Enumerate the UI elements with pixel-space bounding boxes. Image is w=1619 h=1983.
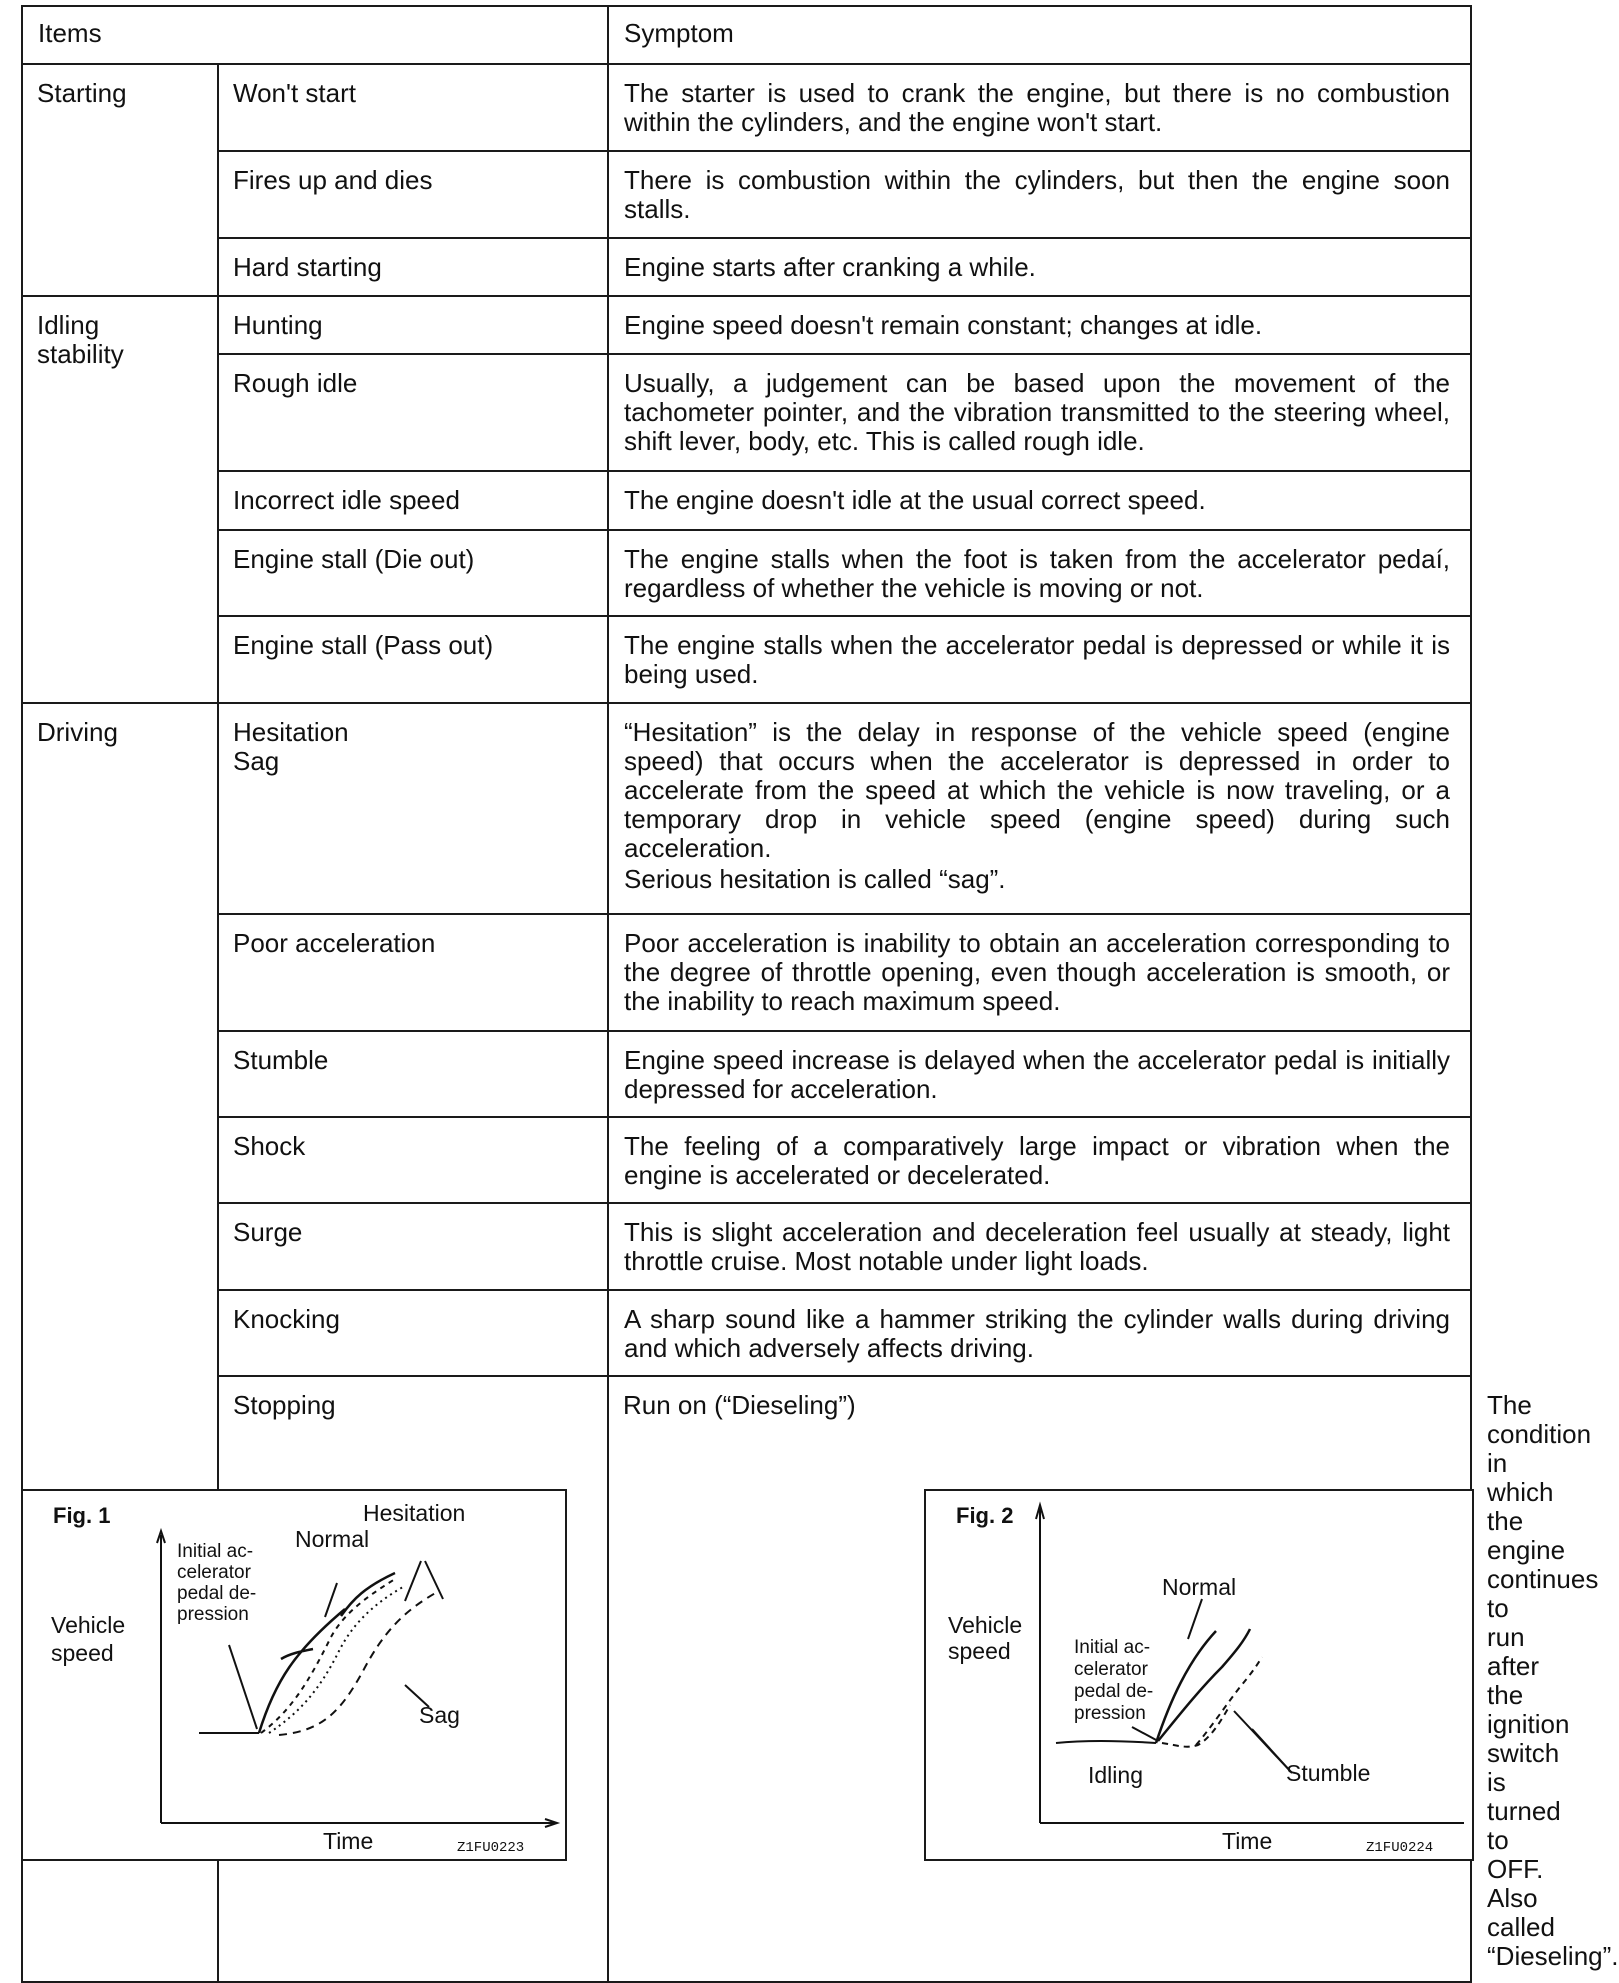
symptom-cell: Engine speed doesn't remain constant; changes at idle.: [608, 296, 1471, 354]
fig1-sag-label: Sag: [419, 1702, 460, 1728]
fig1-initial-4: pression: [177, 1604, 249, 1625]
table-row: [22, 151, 1471, 238]
symptom-cell: The engine stalls when the foot is taken from the accelerator pedaí, regardless of whether the vehicle is moving or not.: [608, 530, 1471, 616]
table-row: [22, 616, 1471, 703]
table-row: [22, 1203, 1471, 1290]
item-cell: Stumble: [218, 1031, 608, 1117]
fig2-initial-1: Initial ac-: [1074, 1637, 1151, 1658]
item-sag: Sag: [233, 746, 280, 776]
symptom-cell: [608, 703, 1471, 914]
figure-1: [21, 1489, 567, 1861]
fig1-ylabel-1: Vehicle: [51, 1612, 126, 1638]
fig2-normal-label: Normal: [1162, 1574, 1237, 1600]
fig2-initial-4: pression: [1074, 1703, 1146, 1724]
group-idling-stability: Idling stability: [22, 296, 218, 703]
item-cell: Hard starting: [218, 238, 608, 296]
fig2-xlabel: Time: [1222, 1828, 1273, 1854]
table-row: [22, 64, 1471, 151]
fig1-xlabel: Time: [323, 1828, 374, 1854]
fig1-title: Fig. 1: [53, 1503, 111, 1528]
normal-leader: [325, 1583, 337, 1617]
item-hesitation: Hesitation: [233, 717, 349, 747]
symptom-cell: This is slight acceleration and deceleration feel usually at steady, light throttle cruise. Most notable under light loads.: [608, 1203, 1471, 1290]
table-row: [22, 296, 1471, 354]
table-row: [22, 914, 1471, 1031]
table-row: [22, 1031, 1471, 1117]
fig2-initial-2: celerator: [1074, 1659, 1148, 1680]
table-row: [22, 1290, 1471, 1376]
symptom-cell: The starter is used to crank the engine, but there is no combustion within the cylinders, and the engine won't start.: [608, 64, 1471, 151]
fig2-title: Fig. 2: [956, 1503, 1014, 1528]
fig1-ylabel-2: speed: [51, 1640, 114, 1666]
figure-1-drawing: [23, 1491, 565, 1859]
header-symptom: Symptom: [608, 6, 1471, 64]
hesitation-leader-b: [425, 1561, 443, 1599]
fig2-idling-label: Idling: [1088, 1762, 1143, 1788]
fig2-stumble-label: Stumble: [1286, 1760, 1371, 1786]
fig2-initial-3: pedal de-: [1074, 1681, 1154, 1702]
fig1-initial-3: pedal de-: [177, 1583, 257, 1604]
symptom-text: “Hesitation” is the delay in response of the vehicle speed (engine speed) that occurs when the accelerator is depressed in order to accelerate from the speed at which the vehicle is now traveling, or a temporary drop in vehicle speed (engine speed) during such acceleration.: [624, 717, 1451, 863]
fig1-initial-1: Initial ac-: [177, 1541, 254, 1562]
item-cell: Won't start: [218, 64, 608, 151]
item-cell: Rough idle: [218, 354, 608, 471]
table-row: [22, 238, 1471, 296]
idle-line: [1056, 1741, 1156, 1743]
item-cell: Engine stall (Die out): [218, 530, 608, 616]
item-cell: Hunting: [218, 296, 608, 354]
symptom-cell: Poor acceleration is inability to obtain an acceleration corresponding to the degree of throttle opening, even though acceleration is smooth, or the inability to reach maximum speed.: [608, 914, 1471, 1031]
table-row: [22, 354, 1471, 471]
item-cell: Poor acceleration: [218, 914, 608, 1031]
group-starting: Starting: [22, 64, 218, 296]
table-row: Stopping Run on (“Dieseling”) The condition in which the engine continues to run after the ignition switch is turned to OFF. Also called “Dieseling”.: [22, 1376, 1471, 1982]
group-driving: Driving: [22, 703, 218, 1982]
symptom-cell: Usually, a judgement can be based upon the movement of the tachometer pointer, and the vibration transmitted to the steering wheel, shift lever, body, etc. This is called rough idle.: [608, 354, 1471, 471]
symptom-cell: There is combustion within the cylinders, but then the engine soon stalls.: [608, 151, 1471, 238]
normal-curve: [1156, 1631, 1216, 1743]
figure-2: [924, 1489, 1474, 1861]
fig1-initial-2: celerator: [177, 1562, 251, 1583]
fig2-ylabel-1: Vehicle: [948, 1612, 1023, 1638]
hesitation-dashed: [261, 1579, 395, 1733]
symptom-text: Serious hesitation is called “sag”.: [624, 864, 1006, 894]
table-row: [22, 1117, 1471, 1203]
item-cell: Shock: [218, 1117, 608, 1203]
symptom-cell: The engine stalls when the accelerator pedal is depressed or while it is being used.: [608, 616, 1471, 703]
fig2-code: Z1FU0224: [1366, 1840, 1434, 1856]
hesitation-leader-a: [405, 1561, 421, 1601]
item-cell: [218, 703, 608, 914]
symptom-cell: Engine starts after cranking a while.: [608, 238, 1471, 296]
initial-leader: [1132, 1727, 1158, 1741]
group-stopping: Stopping: [218, 1376, 608, 1982]
table-header-row: [22, 6, 1471, 64]
fig1-normal-label: Normal: [295, 1526, 370, 1552]
item-cell: Knocking: [218, 1290, 608, 1376]
table-row: [22, 703, 1471, 914]
figure-2-drawing: [926, 1491, 1472, 1859]
item-cell: Incorrect idle speed: [218, 471, 608, 530]
header-items: Items: [22, 6, 608, 64]
normal-leader: [1188, 1599, 1202, 1639]
symptom-cell: Engine speed increase is delayed when the accelerator pedal is initially depressed for acceleration.: [608, 1031, 1471, 1117]
item-cell: Fires up and dies: [218, 151, 608, 238]
table-row: [22, 471, 1471, 530]
fig2-ylabel-2: speed: [948, 1638, 1011, 1664]
symptom-cell: The engine doesn't idle at the usual correct speed.: [608, 471, 1471, 530]
symptom-cell: The feeling of a comparatively large impact or vibration when the engine is accelerated or decelerated.: [608, 1117, 1471, 1203]
fig1-code: Z1FU0223: [457, 1840, 525, 1856]
symptom-cell: A sharp sound like a hammer striking the cylinder walls during driving and which adversely affects driving.: [608, 1290, 1471, 1376]
sag-curve: [279, 1591, 439, 1735]
table-row: [22, 530, 1471, 616]
stumble-dashed: [1162, 1705, 1230, 1747]
initial-leader: [229, 1645, 257, 1729]
item-cell: Engine stall (Pass out): [218, 616, 608, 703]
item-cell: Surge: [218, 1203, 608, 1290]
fig1-hesitation-label: Hesitation: [363, 1500, 466, 1526]
hesitation-curve-upper: [341, 1573, 395, 1616]
item-cell: Run on (“Dieseling”): [608, 1376, 1471, 1982]
